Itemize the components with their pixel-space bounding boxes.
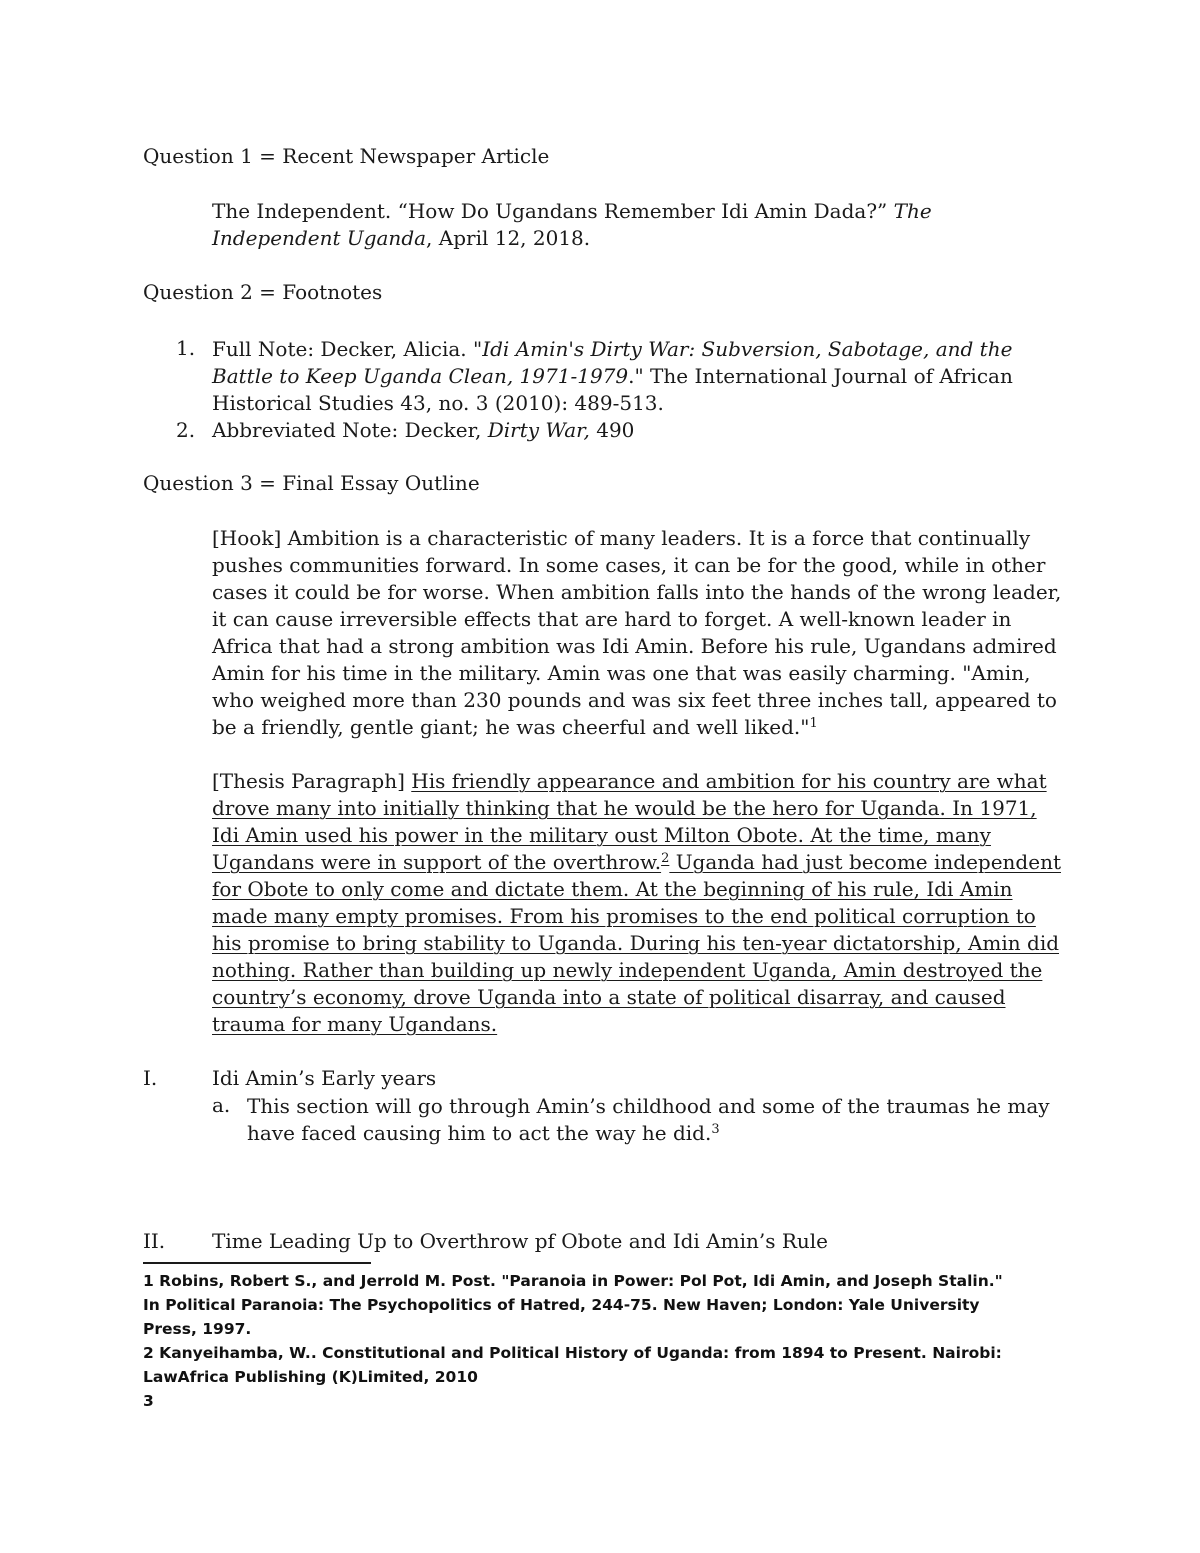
page-number: 3 [143, 1392, 154, 1410]
thesis-text-part-2: Uganda had just become independent for Obote to only come and dictate them. At the beginning of his rule, Idi Amin made many empty promises. From his promises to the end political corruption to his promise to bring stability to Uganda. During his ten-year dictatorship, Amin did nothing. Rather than building up newly independent Uganda, Amin destroyed the country’s economy, drove Uganda into a state of political disarray, and caused trauma for many Ugandans. [212, 850, 1061, 1036]
footnote-list-number-1: 1. [176, 336, 196, 360]
outline-section-1-title: Idi Amin’s Early years [212, 1066, 437, 1090]
abbreviated-note-suffix: 490 [589, 418, 635, 442]
thesis-paragraph [212, 768, 1062, 1038]
abbreviated-note-title: Dirty War, [487, 418, 590, 442]
abbreviated-note-prefix: Abbreviated Note: Decker, [212, 418, 488, 442]
citation-text: The Independent. “How Do Ugandans Remember Idi Amin Dada?” [212, 199, 894, 223]
full-note-title: Idi Amin's Dirty War: Subversion, Sabotage, and the Battle to Keep Uganda Clean, 1971-1979 [212, 337, 1013, 388]
thesis-label: [Thesis Paragraph] [212, 769, 412, 793]
thesis-text-part-1: His friendly appearance and ambition for his country are what drove many into initially thinking that he would be the hero for Uganda. In 1971, Idi Amin used his power in the military oust Milton Obote. At the time, many Ugandans were in support of the overthrow. [212, 769, 1047, 874]
question-2-heading: Question 2 = Footnotes [143, 280, 383, 304]
footnote-list-number-2: 2. [176, 418, 196, 442]
outline-subitem-letter: a. [212, 1093, 231, 1117]
footnote-2: 2 Kanyeihamba, W.. Constitutional and Political History of Uganda: from 1894 to Present. Nairobi: LawAfrica Publishing (K)Limited, 2010 [143, 1344, 1002, 1386]
abbreviated-note-item [212, 418, 634, 442]
outline-section-2-title: Time Leading Up to Overthrow pf Obote and Idi Amin’s Rule [212, 1229, 829, 1253]
full-note-suffix: ." The International Journal of African Historical Studies 43, no. 3 (2010): 489-513. [212, 364, 1013, 415]
question-1-citation [212, 198, 1042, 252]
thesis-footnote-ref: 2 [661, 851, 670, 866]
outline-subitem-text: This section will go through Amin’s childhood and some of the traumas he may have faced causing him to act the way he did. [247, 1094, 1050, 1145]
full-note-item [212, 336, 1062, 417]
question-3-heading: Question 3 = Final Essay Outline [143, 471, 480, 495]
hook-paragraph [212, 525, 1062, 741]
hook-footnote-ref: 1 [809, 716, 818, 731]
footnote-1: 1 Robins, Robert S., and Jerrold M. Post. "Paranoia in Power: Pol Pot, Idi Amin, and Joseph Stalin." In Political Paranoia: The Psychopolitics of Hatred, 244-75. New Haven; London: Yale University Press, 1997. [143, 1272, 1003, 1338]
citation-publication: The Independent Uganda [212, 199, 932, 250]
outline-numeral-2: II. [143, 1229, 166, 1253]
citation-date: , April 12, 2018. [426, 226, 591, 250]
hook-text: [Hook] Ambition is a characteristic of many leaders. It is a force that continually pushes communities forward. In some cases, it can be for the good, while in other cases it could be for worse. When ambition falls into the hands of the wrong leader, it can cause irreversible effects that are hard to forget. A well-known leader in Africa that had a strong ambition was Idi Amin. Before his rule, Ugandans admired Amin for his time in the military. Amin was one that was easily charming. "Amin, who weighed more than 230 pounds and was six feet three inches tall, appeared to be a friendly, gentle giant; he was cheerful and well liked." [212, 526, 1062, 739]
full-note-prefix: Full Note: Decker, Alicia. " [212, 337, 483, 361]
outline-numeral-1: I. [143, 1066, 158, 1090]
outline-subitem-footnote-ref: 3 [711, 1122, 720, 1137]
outline-subitem [247, 1093, 1062, 1147]
footnote-separator [143, 1262, 371, 1264]
question-1-heading: Question 1 = Recent Newspaper Article [143, 144, 550, 168]
